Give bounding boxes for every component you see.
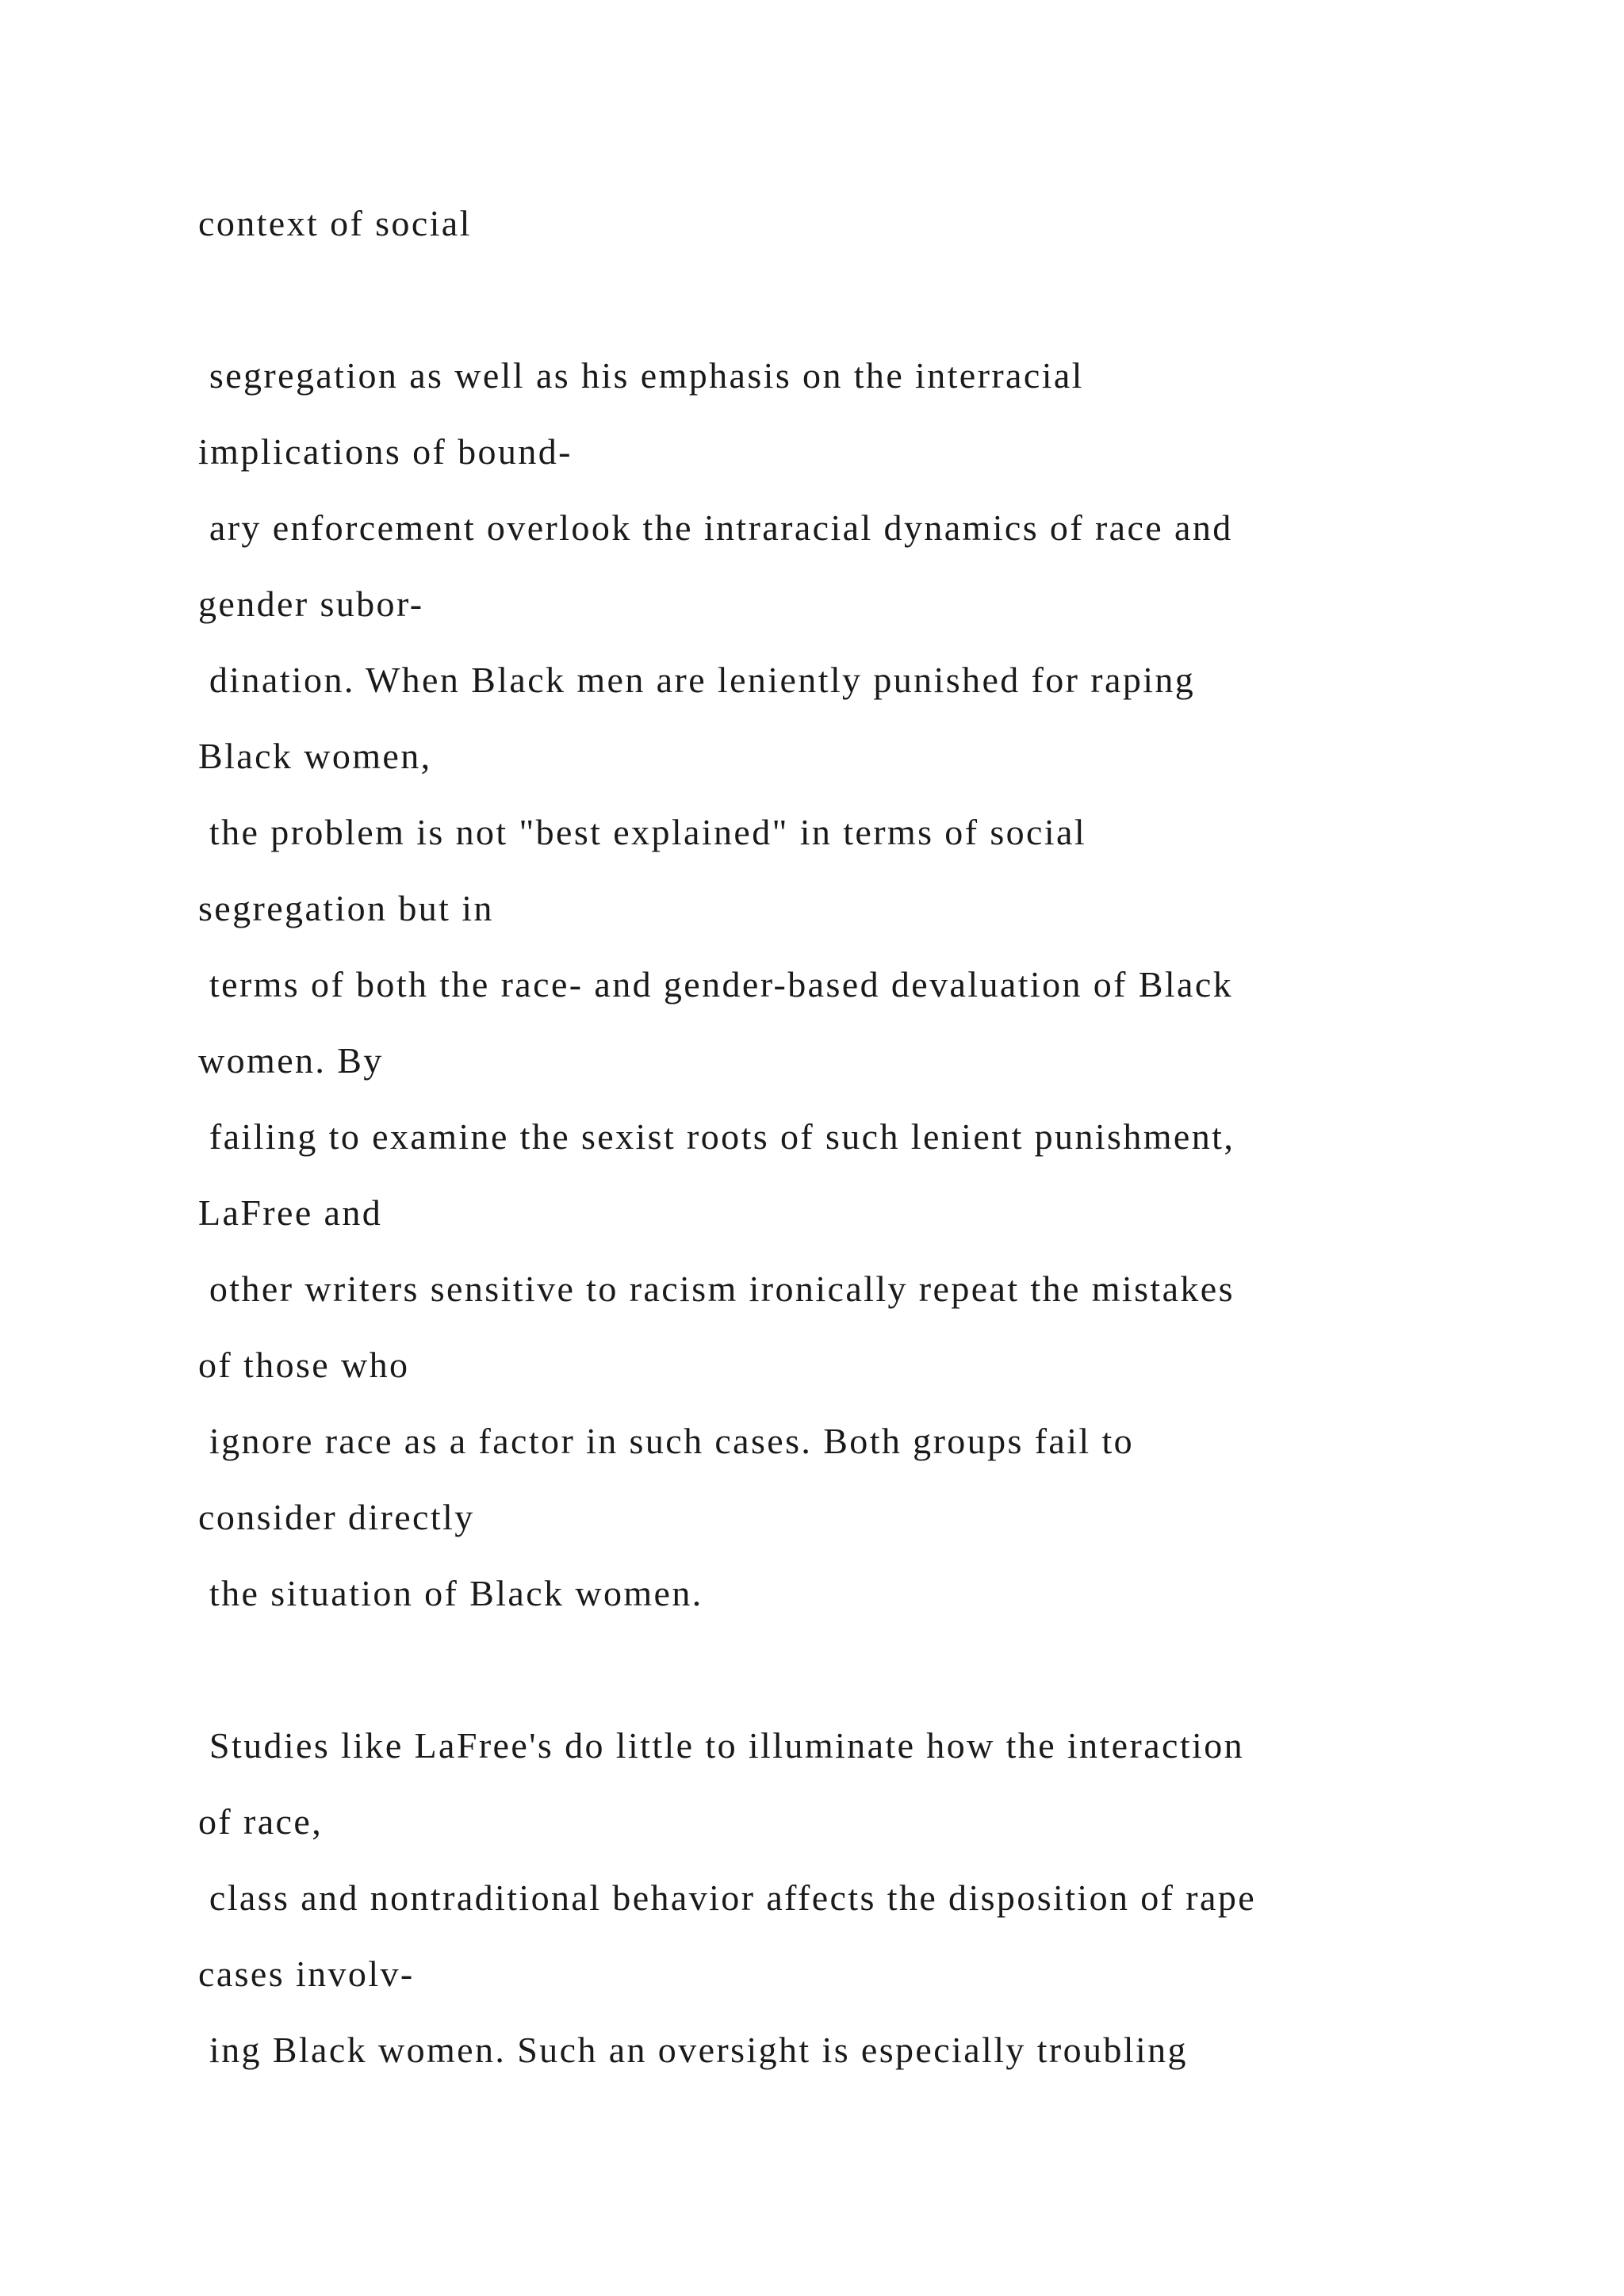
text-line: consider directly [198,1497,475,1537]
text-line: ary enforcement overlook the intraracial dynamics of race and [198,507,1233,548]
text-line: other writers sensitive to racism ironically repeat the mistakes [198,1269,1235,1309]
text-line: class and nontraditional behavior affects the disposition of rape [198,1877,1257,1918]
text-line: LaFree and [198,1192,383,1233]
text-line: implications of bound- [198,431,573,472]
text-line: failing to examine the sexist roots of such lenient punishment, [198,1116,1235,1157]
text-line: context of social [198,203,472,243]
text-line: women. By [198,1040,384,1081]
paragraph-gap [198,272,1594,348]
text-line: of those who [198,1345,410,1385]
text-line: terms of both the race- and gender-based devaluation of Black [198,964,1234,1004]
text-line: ignore race as a factor in such cases. Both groups fail to [198,1421,1135,1461]
text-line: ing Black women. Such an oversight is especially troubling [198,2030,1188,2070]
text-line: the problem is not "best explained" in terms of social [198,812,1087,852]
text-line: the situation of Black women. [198,1573,703,1613]
text-line: Black women, [198,736,432,776]
body-text [198,196,1594,2099]
text-line: gender subor- [198,584,424,624]
text-line: of race, [198,1801,324,1842]
text-line: Studies like LaFree's do little to illuminate how the interaction [198,1725,1245,1766]
paragraph-gap [198,1642,1594,1718]
text-line: cases involv- [198,1954,415,1994]
text-line: dination. When Black men are leniently punished for raping [198,660,1196,700]
text-line: segregation as well as his emphasis on the interracial [198,355,1084,396]
text-line: segregation but in [198,888,494,928]
